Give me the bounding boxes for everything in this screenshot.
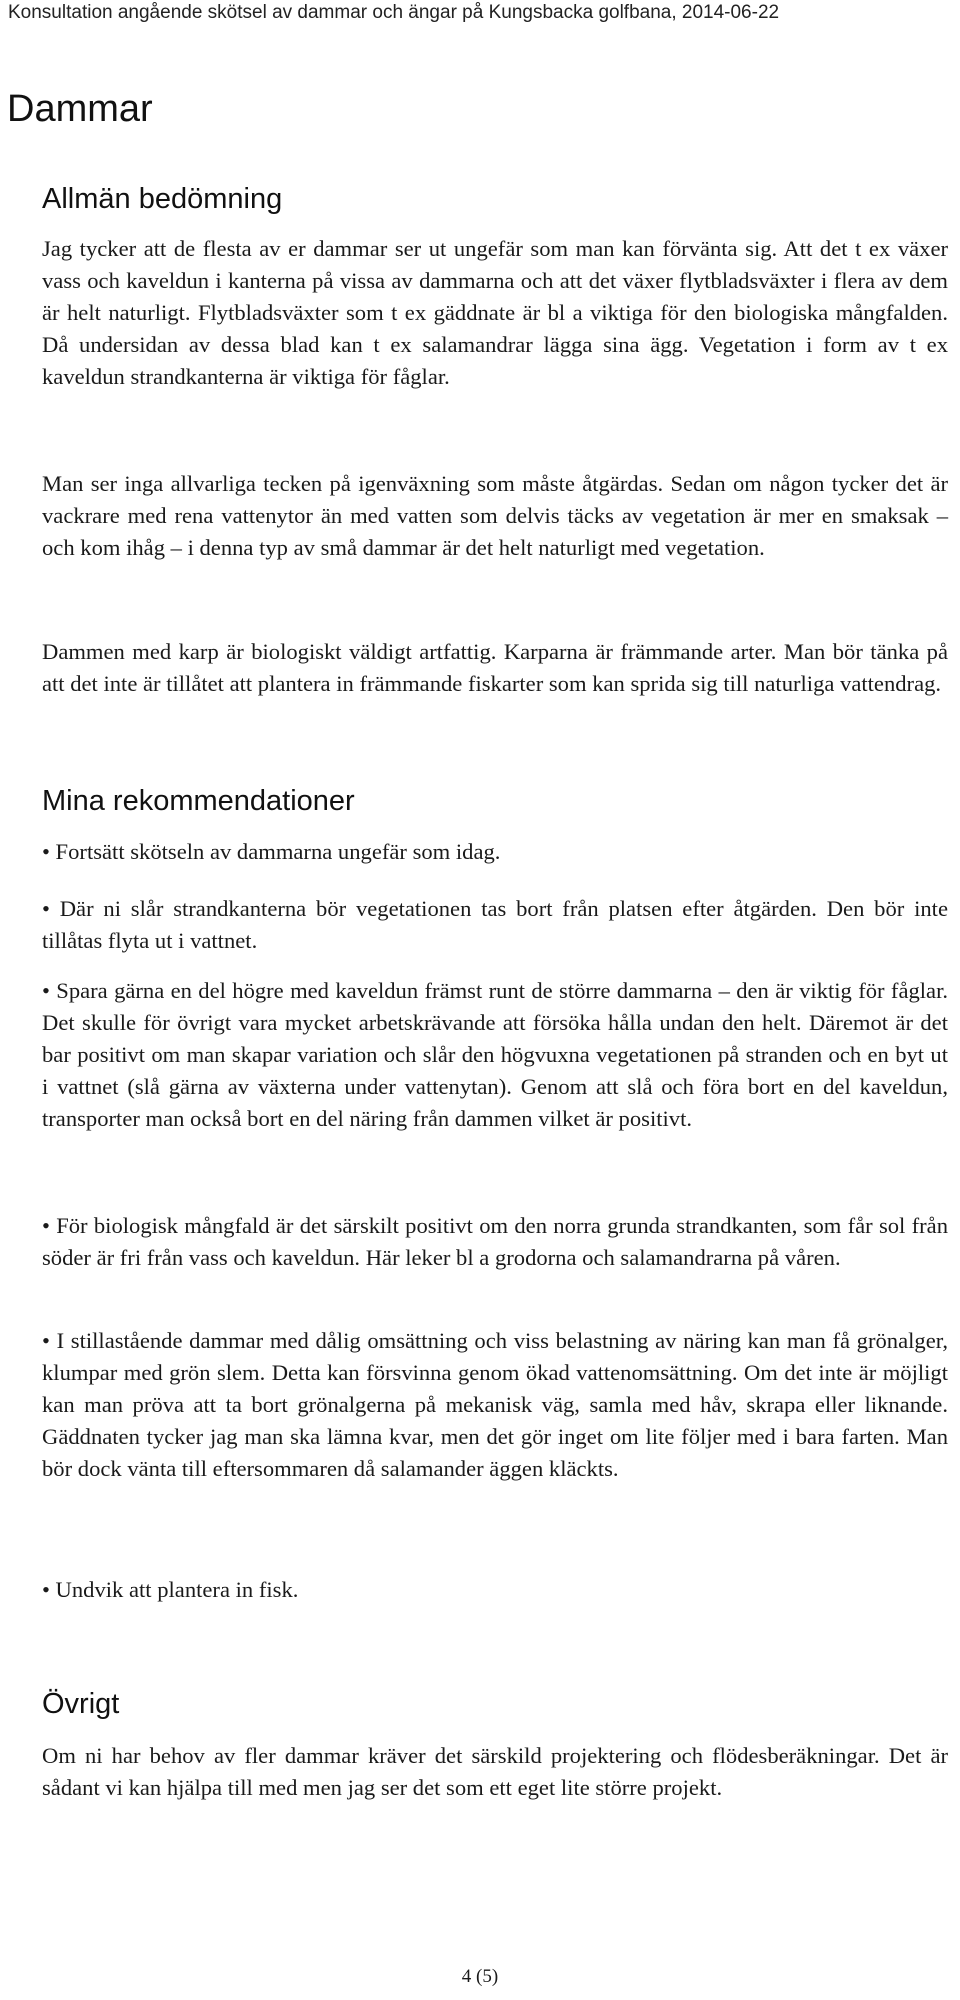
list-item: • I stillastående dammar med dålig omsättning och viss belastning av näring kan man få grönalger, klumpar med grön slem. Detta kan försvinna genom ökad vattenomsättning. Om det inte är möjligt kan man pröva att ta bort grönalgerna på mekanisk väg, samla med håv, skrapa eller liknande. Gäddnaten tycker jag man ska lämna kvar, men det gör inget om lite följer med i bara farten. Man bör dock vänta till eftersommaren då salamander äggen kläckts. <box>42 1328 948 1481</box>
recommendation-item-5 <box>42 1325 948 1485</box>
running-header: Konsultation angående skötsel av dammar och ängar på Kungsbacka golfbana, 2014-06-22 <box>8 2 780 23</box>
recommendation-item-2 <box>42 893 948 957</box>
section-mina-rekommendationer <box>42 785 948 818</box>
list-item: • För biologisk mångfald är det särskilt positivt om den norra grunda strandkanten, som får sol från söder är fri från vass och kaveldun. Här leker bl a grodorna och salamandrarna på våren. <box>42 1213 948 1270</box>
section-ovrigt <box>42 1688 948 1721</box>
section-heading: Mina rekommendationer <box>42 785 355 817</box>
page-number: 4 (5) <box>461 1966 499 1987</box>
paragraph: Om ni har behov av fler dammar kräver det särskild projektering och flödesberäkningar. Det är sådant vi kan hjälpa till med men jag ser det som ett eget lite större projekt. <box>42 1743 948 1800</box>
paragraph: Jag tycker att de flesta av er dammar ser ut ungefär som man kan förvänta sig. Att det t ex växer vass och kaveldun i kanterna på vissa av dammarna och att det växer flytbladsväxter i flera av dem är helt naturligt. Flytbladsväxter som t ex gäddnate är bl a viktiga för den biologiska mångfalden. Då undersidan av dessa blad kan t ex salamandrar lägga sina ägg. Vegetation i form av t ex kaveldun strandkanterna är viktiga för fåglar. <box>42 236 948 389</box>
recommendation-item-3 <box>42 975 948 1135</box>
list-item: • Spara gärna en del högre med kaveldun främst runt de större dammarna – den är viktig för fåglar. Det skulle för övrigt vara mycket arbetskrävande att försöka hålla undan den helt. Däremot är det bar positivt om man skapar variation och slår den högvuxna vegetationen på stranden och en byt ut i vattnet (slå gärna av växterna under vattenytan). Genom att slå och föra bort en del kaveldun, transporter man också bort en del näring från dammen vilket är positivt. <box>42 978 948 1131</box>
list-item: • Där ni slår strandkanterna bör vegetationen tas bort från platsen efter åtgärden. Den bör inte tillåtas flyta ut i vattnet. <box>42 896 948 953</box>
recommendation-item-4 <box>42 1210 948 1274</box>
section-allman-bedomning <box>42 183 948 216</box>
section-allman-bedomning-body <box>42 233 948 393</box>
section-allman-bedomning-body-3 <box>42 636 948 700</box>
paragraph: Man ser inga allvarliga tecken på igenväxning som måste åtgärdas. Sedan om någon tycker det är vackrare med rena vattenytor än med vatten som delvis täcks av vegetation är mer en smaksak – och kom ihåg – i denna typ av små dammar är det helt naturligt med vegetation. <box>42 471 948 560</box>
page-title: Dammar <box>7 88 153 130</box>
paragraph: Dammen med karp är biologiskt väldigt artfattig. Karparna är främmande arter. Man bör tänka på att det inte är tillåtet att plantera in främmande fiskarter som kan sprida sig till naturliga vattendrag. <box>42 639 948 696</box>
section-allman-bedomning-body-2 <box>42 468 948 564</box>
section-heading: Övrigt <box>42 1688 120 1720</box>
recommendation-item-6 <box>42 1574 948 1606</box>
recommendation-item-1 <box>42 836 948 868</box>
section-ovrigt-body <box>42 1740 948 1804</box>
list-item: • Fortsätt skötseln av dammarna ungefär som idag. <box>42 839 501 864</box>
list-item: • Undvik att plantera in fisk. <box>42 1577 299 1602</box>
section-heading: Allmän bedömning <box>42 183 283 215</box>
